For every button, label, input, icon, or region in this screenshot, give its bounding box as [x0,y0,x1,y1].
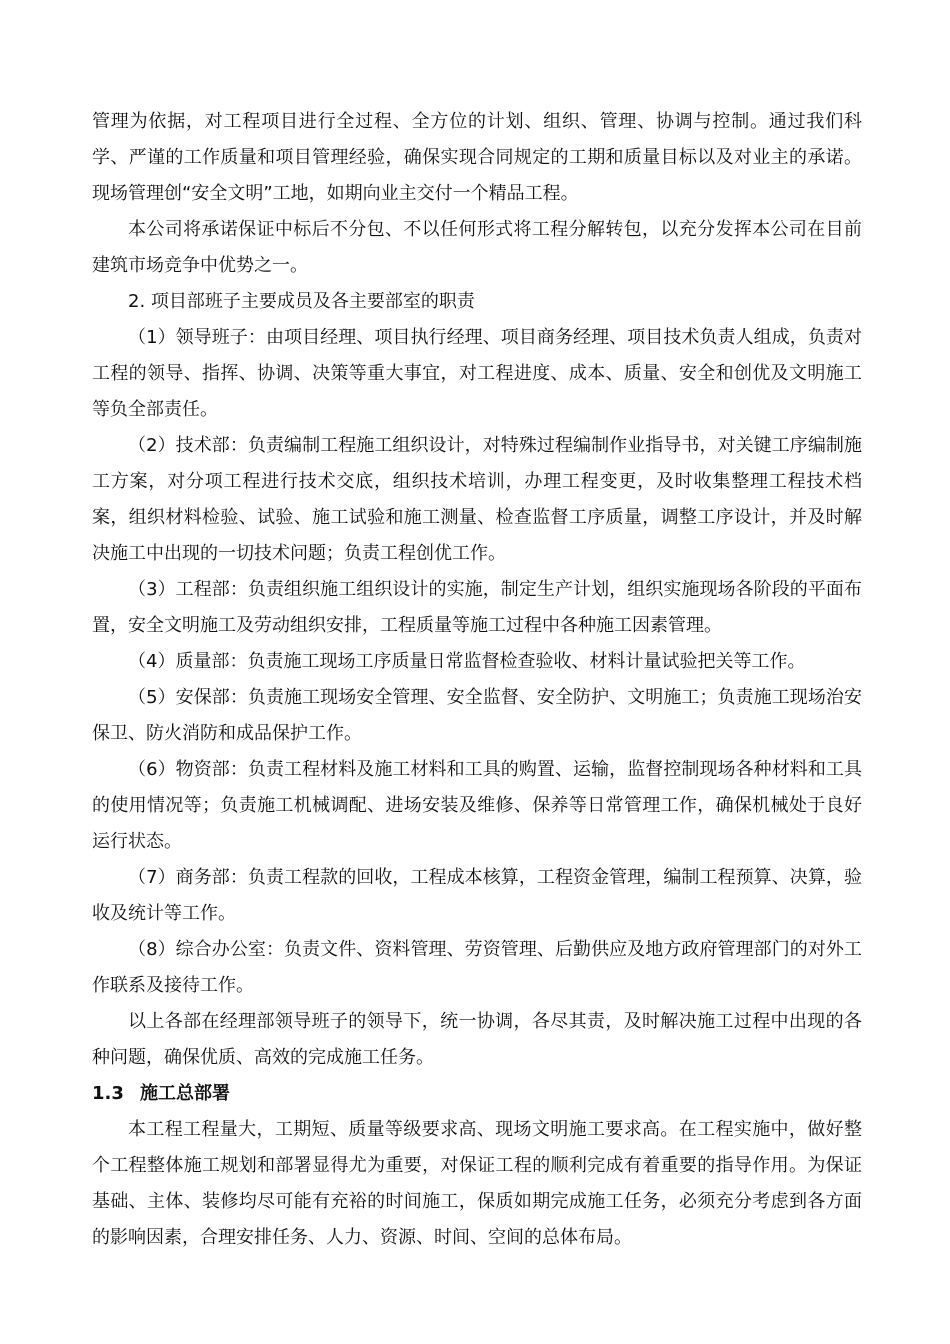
list-item-security: （5）安保部：负责施工现场安全管理、安全监督、安全防护、文明施工；负责施工现场治安保卫、防火消防和成品保护工作。 [92,687,862,744]
list-item-engineering: （3）工程部：负责组织施工组织设计的实施，制定生产计划，组织实施现场各阶段的平面布置，安全文明施工及劳动组织安排，工程质量等施工过程中各种施工因素管理。 [92,579,862,636]
list-item-business: （7）商务部：负责工程款的回收，工程成本核算，工程资金管理，编制工程预算、决算，验收及统计等工作。 [92,867,862,924]
list-item-leadership: （1）领导班子：由项目经理、项目执行经理、项目商务经理、项目技术负责人组成，负责对工程的领导、指挥、协调、决策等重大事宜，对工程进度、成本、质量、安全和创优及文明施工等负全部责任。 [92,327,862,420]
section-number: 1.3 [92,1083,124,1104]
list-item-office: （8）综合办公室：负责文件、资料管理、劳资管理、后勤供应及地方政府管理部门的对外工作联系及接待工作。 [92,939,862,996]
paragraph-commitment: 本公司将承诺保证中标后不分包、不以任何形式将工程分解转包，以充分发挥本公司在目前建筑市场竞争中优势之一。 [92,219,862,276]
paragraph-intro: 管理为依据，对工程项目进行全过程、全方位的计划、组织、管理、协调与控制。通过我们科学、严谨的工作质量和项目管理经验，确保实现合同规定的工期和质量目标以及对业主的承诺。现场管理创“安全文明”工地，如期向业主交付一个精品工程。 [92,111,862,204]
section-heading [92,1076,862,1112]
list-item-materials: （6）物资部：负责工程材料及施工材料和工具的购置、运输，监督控制现场各种材料和工具的使用情况等；负责施工机械调配、进场安装及维修、保养等日常管理工作，确保机械处于良好运行状态。 [92,759,862,852]
paragraph-subheading: 2. 项目部班子主要成员及各主要部室的职责 [128,291,475,312]
list-item-technical: （2）技术部：负责编制工程施工组织设计，对特殊过程编制作业指导书，对关键工序编制施工方案，对分项工程进行技术交底，组织技术培训，办理工程变更，及时收集整理工程技术档案，组织材料检验、试验、施工试验和施工测量、检查监督工序质量，调整工序设计，并及时解决施工中出现的一切技术问题；负责工程创优工作。 [92,435,862,564]
section-title: 施工总部署 [140,1083,230,1104]
paragraph-deployment: 本工程工程量大，工期短、质量等级要求高、现场文明施工要求高。在工程实施中，做好整个工程整体施工规划和部署显得尤为重要，对保证工程的顺利完成有着重要的指导作用。为保证基础、主体、装修均尽可能有充裕的时间施工，保质如期完成施工任务，必须充分考虑到各方面的影响因素，合理安排任务、人力、资源、时间、空间的总体布局。 [92,1119,862,1248]
paragraph-summary: 以上各部在经理部领导班子的领导下，统一协调，各尽其责，及时解决施工过程中出现的各种问题，确保优质、高效的完成施工任务。 [92,1011,862,1068]
list-item-quality: （4）质量部：负责施工现场工序质量日常监督检查验收、材料计量试验把关等工作。 [128,651,806,672]
